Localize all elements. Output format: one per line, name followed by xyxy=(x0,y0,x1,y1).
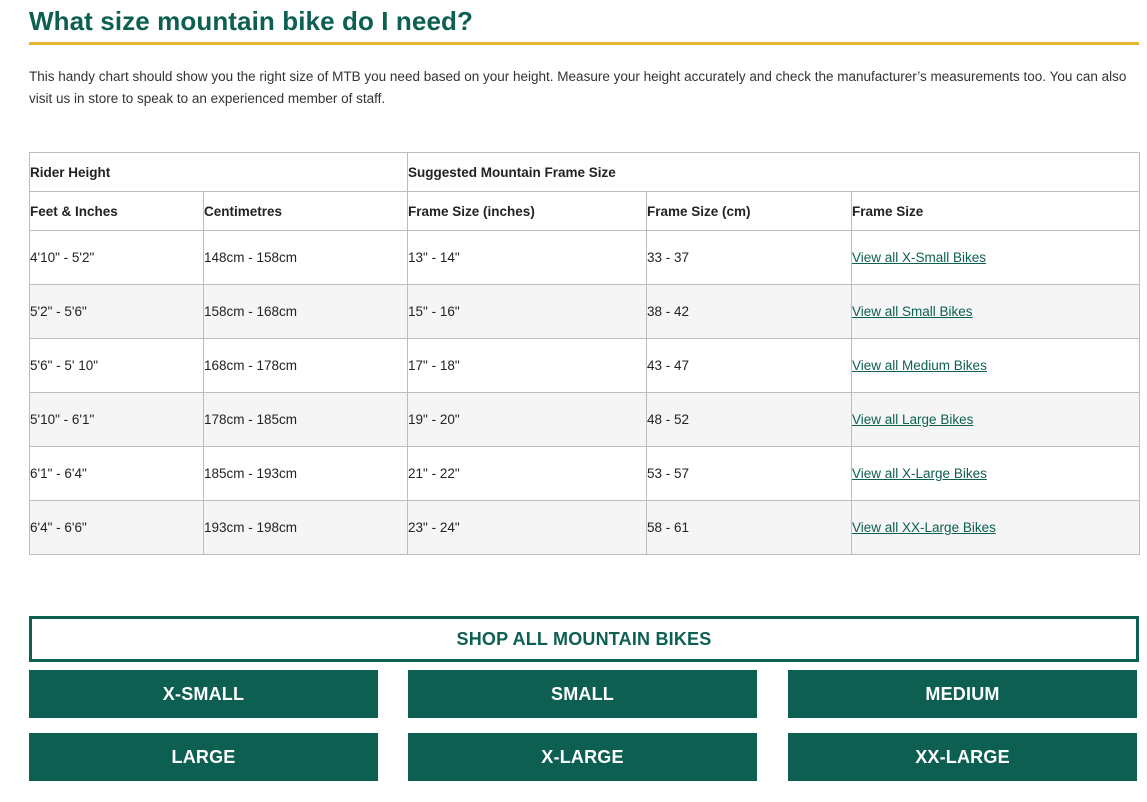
cell-frame-inches: 15" - 16" xyxy=(408,285,647,339)
group-header-rider-height: Rider Height xyxy=(30,153,408,192)
cell-centimetres: 178cm - 185cm xyxy=(204,393,408,447)
table-row xyxy=(30,285,1140,339)
table-column-header-row xyxy=(30,192,1140,231)
cell-frame-inches: 19" - 20" xyxy=(408,393,647,447)
table-row xyxy=(30,231,1140,285)
cell-centimetres: 168cm - 178cm xyxy=(204,339,408,393)
cell-frame-size xyxy=(852,339,1140,393)
cell-frame-size xyxy=(852,285,1140,339)
cell-frame-inches: 13" - 14" xyxy=(408,231,647,285)
cell-frame-inches: 21" - 22" xyxy=(408,447,647,501)
cell-frame-cm: 53 - 57 xyxy=(647,447,852,501)
view-xx-large-bikes-link[interactable]: View all XX-Large Bikes xyxy=(852,520,996,535)
cell-centimetres: 148cm - 158cm xyxy=(204,231,408,285)
view-x-large-bikes-link[interactable]: View all X-Large Bikes xyxy=(852,466,987,481)
cell-frame-cm: 48 - 52 xyxy=(647,393,852,447)
cell-frame-inches: 17" - 18" xyxy=(408,339,647,393)
cell-frame-cm: 38 - 42 xyxy=(647,285,852,339)
cell-frame-size xyxy=(852,231,1140,285)
cell-centimetres: 185cm - 193cm xyxy=(204,447,408,501)
shop-x-small-button[interactable]: X-SMALL xyxy=(29,670,378,718)
group-header-frame-size: Suggested Mountain Frame Size xyxy=(408,153,1140,192)
column-header-frame-inches: Frame Size (inches) xyxy=(408,192,647,231)
shop-xx-large-button[interactable]: XX-LARGE xyxy=(788,733,1137,781)
column-header-centimetres: Centimetres xyxy=(204,192,408,231)
shop-small-button[interactable]: SMALL xyxy=(408,670,757,718)
table-row xyxy=(30,447,1140,501)
cell-frame-size xyxy=(852,501,1140,555)
column-header-frame-size: Frame Size xyxy=(852,192,1140,231)
column-header-frame-cm: Frame Size (cm) xyxy=(647,192,852,231)
cell-feet-inches: 6'1" - 6'4" xyxy=(30,447,204,501)
title-divider xyxy=(29,42,1139,45)
view-x-small-bikes-link[interactable]: View all X-Small Bikes xyxy=(852,250,987,265)
table-group-header-row xyxy=(30,153,1140,192)
size-chart-table xyxy=(29,152,1140,555)
table-row xyxy=(30,393,1140,447)
cell-feet-inches: 6'4" - 6'6" xyxy=(30,501,204,555)
view-small-bikes-link[interactable]: View all Small Bikes xyxy=(852,304,973,319)
view-large-bikes-link[interactable]: View all Large Bikes xyxy=(852,412,974,427)
shop-large-button[interactable]: LARGE xyxy=(29,733,378,781)
intro-text: This handy chart should show you the right size of MTB you need based on your height. Measure your height accurately and check the manufacturer’s measurements too. You can also visit us in store to speak to an experienced member of staff. xyxy=(29,69,1127,106)
cell-feet-inches: 5'6" - 5' 10" xyxy=(30,339,204,393)
view-medium-bikes-link[interactable]: View all Medium Bikes xyxy=(852,358,987,373)
cell-frame-inches: 23" - 24" xyxy=(408,501,647,555)
column-header-feet-inches: Feet & Inches xyxy=(30,192,204,231)
cell-feet-inches: 5'2" - 5'6" xyxy=(30,285,204,339)
cell-frame-cm: 58 - 61 xyxy=(647,501,852,555)
cell-frame-size xyxy=(852,393,1140,447)
cell-frame-size xyxy=(852,447,1140,501)
cell-centimetres: 158cm - 168cm xyxy=(204,285,408,339)
page-title: What size mountain bike do I need? xyxy=(29,6,473,36)
cell-frame-cm: 43 - 47 xyxy=(647,339,852,393)
cell-feet-inches: 5'10" - 6'1" xyxy=(30,393,204,447)
shop-all-mountain-bikes-button[interactable]: SHOP ALL MOUNTAIN BIKES xyxy=(29,616,1139,662)
table-row xyxy=(30,501,1140,555)
cell-feet-inches: 4'10" - 5'2" xyxy=(30,231,204,285)
table-row xyxy=(30,339,1140,393)
shop-medium-button[interactable]: MEDIUM xyxy=(788,670,1137,718)
shop-x-large-button[interactable]: X-LARGE xyxy=(408,733,757,781)
cell-centimetres: 193cm - 198cm xyxy=(204,501,408,555)
cell-frame-cm: 33 - 37 xyxy=(647,231,852,285)
